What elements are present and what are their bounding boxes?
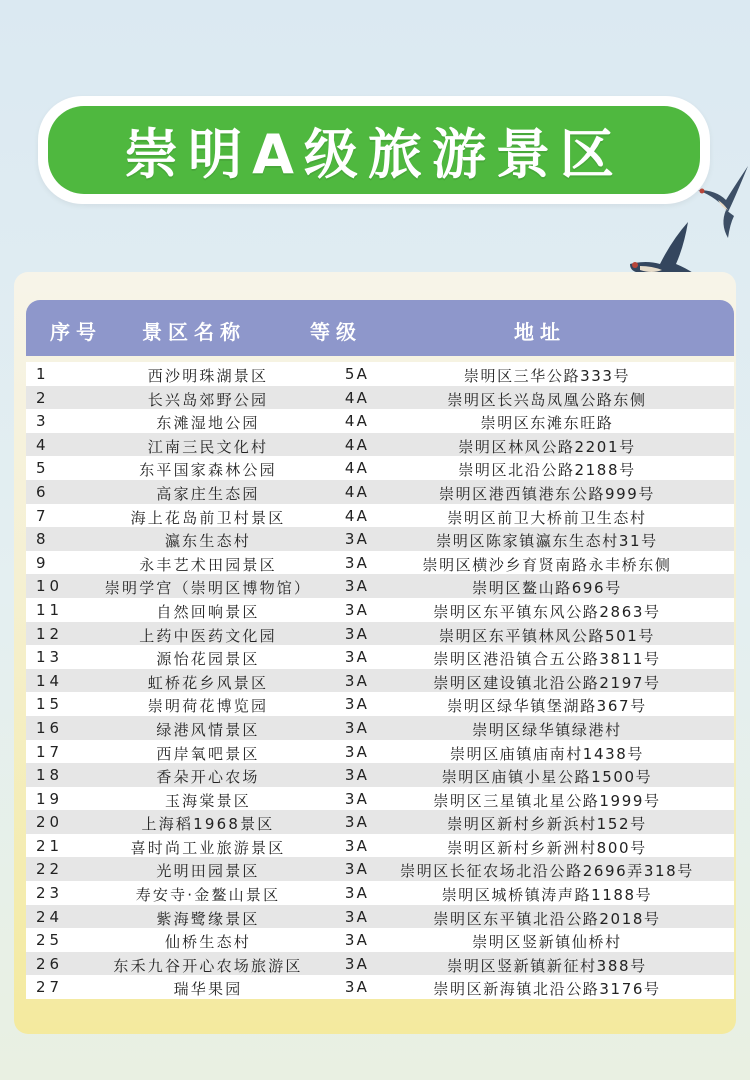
cell-name: 长兴岛郊野公园 — [147, 390, 269, 409]
cell-no: 22 — [36, 860, 64, 879]
table-row — [26, 480, 734, 504]
cell-name: 东平国家森林公园 — [139, 461, 277, 480]
table-row — [26, 952, 734, 976]
cell-grade: 5A — [344, 365, 370, 383]
table-row — [26, 551, 734, 575]
cell-no: 4 — [36, 435, 50, 454]
cell-grade: 3A — [344, 931, 370, 950]
cell-name: 西沙明珠湖景区 — [147, 367, 269, 385]
cell-no: 7 — [36, 506, 50, 525]
cell-address: 崇明区长征农场北沿公路2696弄318号 — [400, 862, 694, 881]
cell-address: 崇明区竖新镇仙桥村 — [472, 933, 622, 952]
table-header — [26, 300, 734, 356]
cell-grade: 3A — [344, 624, 370, 643]
cell-no: 13 — [36, 648, 64, 667]
cell-address: 崇明区绿华镇堡湖路367号 — [447, 697, 647, 716]
cell-no: 3 — [36, 412, 50, 431]
cell-grade: 3A — [344, 718, 370, 737]
cell-grade: 4A — [344, 435, 370, 454]
cell-name: 寿安寺·金鳌山景区 — [135, 886, 281, 905]
table-row — [26, 905, 734, 929]
cell-grade: 3A — [344, 648, 370, 667]
cell-no: 1 — [36, 365, 50, 383]
cell-address: 崇明区东平镇东风公路2863号 — [433, 602, 661, 621]
cell-no: 17 — [36, 742, 64, 761]
cell-no: 25 — [36, 931, 64, 950]
cell-grade: 3A — [344, 577, 370, 596]
table-row — [26, 362, 734, 386]
cell-address: 崇明区前卫大桥前卫生态村 — [447, 508, 647, 527]
cell-address: 崇明区林风公路2201号 — [458, 437, 636, 456]
cell-name: 上药中医药文化园 — [139, 626, 277, 645]
cell-name: 紫海鹭缘景区 — [156, 909, 260, 928]
cell-grade: 3A — [344, 671, 370, 690]
cell-grade: 3A — [344, 978, 370, 997]
cell-no: 12 — [36, 624, 64, 643]
cell-address: 崇明区鳌山路696号 — [472, 579, 622, 598]
table-row — [26, 409, 734, 433]
table-row — [26, 740, 734, 764]
table-row — [26, 881, 734, 905]
cell-no: 26 — [36, 954, 64, 973]
table-row — [26, 574, 734, 598]
table-row — [26, 527, 734, 551]
header-name: 景区名称 — [142, 320, 246, 344]
cell-grade: 4A — [344, 388, 370, 407]
cell-address: 崇明区东平镇北沿公路2018号 — [433, 909, 661, 928]
cell-grade: 4A — [344, 506, 370, 525]
cell-address: 崇明区城桥镇涛声路1188号 — [441, 886, 653, 905]
cell-no: 9 — [36, 553, 50, 572]
cell-address: 崇明区东平镇林风公路501号 — [438, 626, 656, 645]
table-row — [26, 645, 734, 669]
cell-address: 崇明区建设镇北沿公路2197号 — [433, 673, 661, 692]
cell-name: 仙桥生态村 — [164, 933, 251, 952]
cell-address: 崇明区长兴岛凤凰公路东侧 — [447, 390, 647, 409]
table-row — [26, 456, 734, 480]
table-row — [26, 763, 734, 787]
cell-name: 海上花岛前卫村景区 — [130, 508, 286, 527]
cell-name: 崇明学宫（崇明区博物馆） — [104, 579, 312, 598]
cell-name: 江南三民文化村 — [147, 437, 269, 456]
cell-name: 崇明荷花博览园 — [147, 697, 269, 716]
cell-address: 崇明区横沙乡育贤南路永丰桥东侧 — [422, 555, 672, 574]
cell-address: 崇明区北沿公路2188号 — [458, 461, 636, 480]
cell-grade: 3A — [344, 813, 370, 832]
cell-no: 6 — [36, 482, 50, 501]
cell-name: 源怡花园景区 — [156, 650, 260, 669]
cell-no: 15 — [36, 695, 64, 714]
cell-grade: 3A — [344, 600, 370, 619]
table-row — [26, 716, 734, 740]
cell-name: 喜时尚工业旅游景区 — [130, 838, 286, 857]
cell-grade: 3A — [344, 860, 370, 879]
cell-grade: 4A — [344, 412, 370, 431]
cell-no: 8 — [36, 530, 50, 549]
table-body — [26, 362, 734, 999]
table-row — [26, 598, 734, 622]
cell-no: 14 — [36, 671, 64, 690]
cell-name: 瀛东生态村 — [164, 532, 251, 551]
cell-no: 23 — [36, 884, 64, 903]
cell-no: 18 — [36, 766, 64, 785]
header-address: 地址 — [514, 320, 566, 344]
cell-no: 24 — [36, 907, 64, 926]
table-panel — [14, 272, 736, 1034]
table-row — [26, 433, 734, 457]
table-row — [26, 622, 734, 646]
cell-name: 虹桥花乡风景区 — [147, 673, 269, 692]
table-row — [26, 386, 734, 410]
cell-grade: 3A — [344, 553, 370, 572]
cell-grade: 3A — [344, 695, 370, 714]
cell-no: 2 — [36, 388, 50, 407]
cell-grade: 3A — [344, 789, 370, 808]
cell-no: 16 — [36, 718, 64, 737]
table-row — [26, 810, 734, 834]
cell-no: 11 — [36, 600, 64, 619]
table-row — [26, 928, 734, 952]
cell-grade: 3A — [344, 884, 370, 903]
cell-address: 崇明区陈家镇瀛东生态村31号 — [436, 532, 658, 551]
cell-address: 崇明区三华公路333号 — [463, 367, 631, 385]
header-no: 序号 — [50, 320, 102, 344]
cell-no: 21 — [36, 836, 64, 855]
cell-grade: 4A — [344, 459, 370, 478]
cell-name: 东禾九谷开心农场旅游区 — [113, 956, 303, 975]
cell-name: 上海稻1968景区 — [141, 815, 275, 834]
cell-grade: 4A — [344, 482, 370, 501]
page-title: 崇明A级旅游景区 — [124, 122, 624, 186]
cell-grade: 3A — [344, 954, 370, 973]
cell-address: 崇明区绿华镇绿港村 — [472, 720, 622, 739]
title-banner — [38, 96, 710, 204]
table-row — [26, 787, 734, 811]
cell-grade: 3A — [344, 836, 370, 855]
cell-name: 东滩湿地公园 — [156, 414, 260, 433]
cell-name: 玉海棠景区 — [164, 791, 251, 810]
cell-address: 崇明区三星镇北星公路1999号 — [433, 791, 661, 810]
cell-no: 10 — [36, 577, 64, 596]
cell-no: 27 — [36, 978, 64, 997]
table-row — [26, 692, 734, 716]
cell-no: 20 — [36, 813, 64, 832]
table-row — [26, 975, 734, 999]
cell-address: 崇明区新海镇北沿公路3176号 — [433, 980, 661, 999]
cell-name: 永丰艺术田园景区 — [139, 555, 277, 574]
cell-address: 崇明区庙镇小星公路1500号 — [441, 768, 653, 787]
table-row — [26, 504, 734, 528]
cell-name: 香朵开心农场 — [156, 768, 260, 787]
header-grade: 等级 — [310, 320, 362, 344]
cell-address: 崇明区新村乡新浜村152号 — [447, 815, 647, 834]
cell-address: 崇明区东滩东旺路 — [480, 414, 614, 433]
table-row — [26, 857, 734, 881]
title-pill — [48, 106, 700, 194]
cell-name: 西岸氧吧景区 — [156, 744, 260, 763]
table-row — [26, 669, 734, 693]
cell-name: 高家庄生态园 — [156, 484, 260, 503]
cell-no: 5 — [36, 459, 50, 478]
cell-address: 崇明区庙镇庙南村1438号 — [450, 744, 644, 763]
cell-name: 瑞华果园 — [173, 980, 243, 999]
cell-address: 崇明区港沿镇合五公路3811号 — [433, 650, 661, 669]
cell-grade: 3A — [344, 742, 370, 761]
cell-address: 崇明区竖新镇新征村388号 — [447, 956, 647, 975]
cell-address: 崇明区新村乡新洲村800号 — [447, 838, 647, 857]
cell-grade: 3A — [344, 907, 370, 926]
cell-name: 自然回响景区 — [156, 602, 260, 621]
cell-grade: 3A — [344, 766, 370, 785]
cell-name: 光明田园景区 — [156, 862, 260, 881]
cell-name: 绿港风情景区 — [156, 720, 260, 739]
cell-grade: 3A — [344, 530, 370, 549]
table-row — [26, 834, 734, 858]
cell-no: 19 — [36, 789, 64, 808]
cell-address: 崇明区港西镇港东公路999号 — [438, 484, 656, 503]
